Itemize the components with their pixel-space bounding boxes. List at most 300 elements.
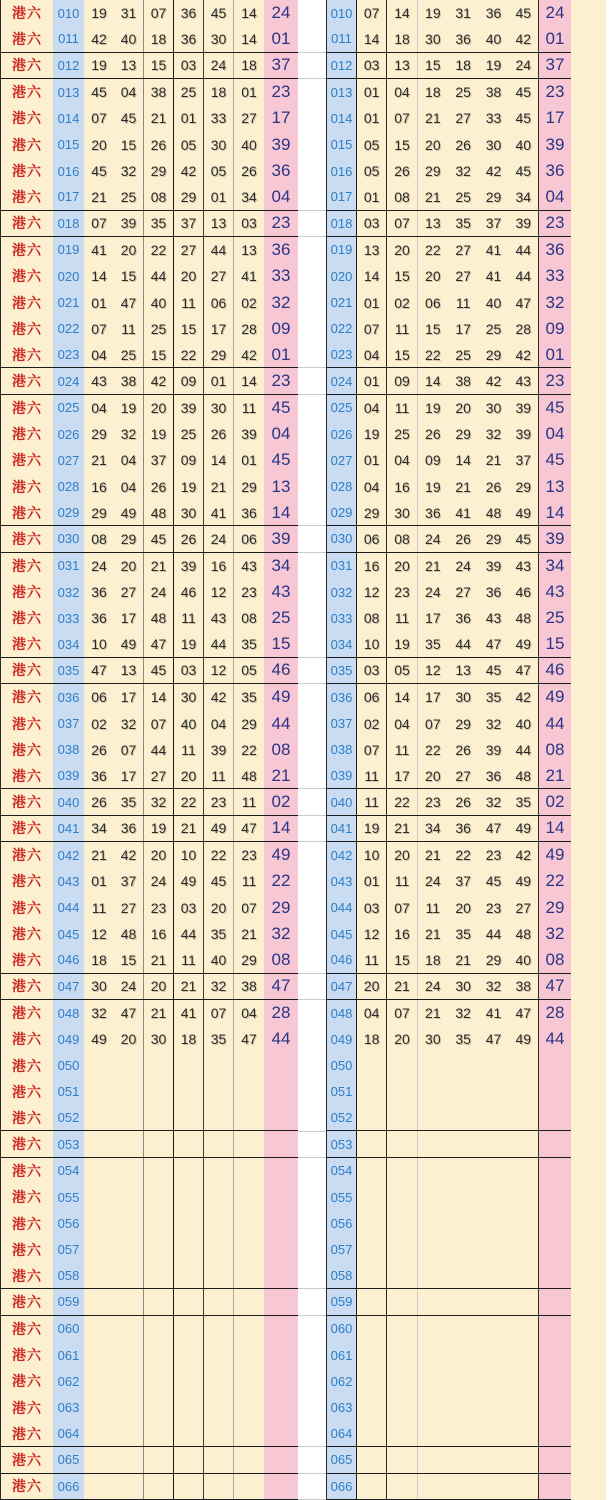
draw-row-053 bbox=[1, 1131, 298, 1157]
sorted-number: 11 bbox=[357, 947, 387, 972]
sorted-number: 05 bbox=[387, 658, 417, 683]
period-number: 046 bbox=[53, 947, 84, 972]
drawn-number bbox=[204, 1210, 234, 1236]
drawn-number: 34 bbox=[84, 816, 114, 841]
sorted-number: 06 bbox=[357, 684, 387, 710]
lottery-name-label: 港六 bbox=[1, 579, 53, 605]
sorted-number: 30 bbox=[478, 395, 508, 421]
draw-row-055 bbox=[1, 1184, 298, 1210]
drawn-number: 13 bbox=[234, 237, 264, 263]
drawn-number: 23 bbox=[234, 579, 264, 605]
sorted-number: 20 bbox=[387, 842, 417, 868]
lottery-name-label: 港六 bbox=[1, 1105, 53, 1130]
sorted-number bbox=[357, 1342, 387, 1368]
drawn-number bbox=[114, 1210, 144, 1236]
special-number: 49 bbox=[264, 684, 298, 710]
special-number bbox=[539, 1131, 571, 1156]
special-number: 04 bbox=[264, 421, 298, 447]
drawn-number: 21 bbox=[144, 947, 174, 972]
period-number: 042 bbox=[53, 842, 84, 868]
sorted-number: 11 bbox=[448, 289, 478, 315]
draw-row-039 bbox=[327, 763, 571, 789]
drawn-number bbox=[174, 1158, 204, 1184]
sorted-number: 18 bbox=[418, 947, 448, 972]
drawn-number bbox=[114, 1474, 144, 1499]
special-number bbox=[264, 1447, 298, 1472]
drawn-number bbox=[114, 1263, 144, 1288]
sorted-number bbox=[478, 1210, 508, 1236]
special-number: 39 bbox=[539, 526, 571, 551]
drawn-number: 42 bbox=[144, 368, 174, 393]
group-divider-line bbox=[297, 841, 326, 842]
drawn-number: 29 bbox=[144, 158, 174, 184]
draw-row-057 bbox=[327, 1237, 571, 1263]
drawn-number bbox=[144, 1105, 174, 1130]
special-number: 08 bbox=[539, 947, 571, 972]
sorted-number: 01 bbox=[357, 868, 387, 894]
draw-row-013 bbox=[327, 79, 571, 105]
special-number: 37 bbox=[264, 53, 298, 78]
sorted-number bbox=[387, 1289, 417, 1314]
period-number: 055 bbox=[327, 1184, 357, 1210]
sorted-number: 04 bbox=[357, 474, 387, 500]
special-number bbox=[539, 1474, 571, 1499]
special-number bbox=[264, 1184, 298, 1210]
sorted-number: 11 bbox=[357, 789, 387, 814]
drawn-number bbox=[144, 1421, 174, 1446]
sorted-number: 10 bbox=[357, 632, 387, 657]
lottery-name-label: 港六 bbox=[1, 763, 53, 788]
draw-row-056 bbox=[1, 1210, 298, 1236]
sorted-number: 21 bbox=[387, 974, 417, 999]
sorted-number: 17 bbox=[418, 605, 448, 631]
sorted-number: 01 bbox=[357, 368, 387, 393]
sorted-number bbox=[478, 1079, 508, 1105]
drawn-number bbox=[84, 1184, 114, 1210]
period-number: 056 bbox=[327, 1210, 357, 1236]
draw-row-025 bbox=[1, 395, 298, 421]
period-number: 060 bbox=[327, 1316, 357, 1342]
special-number bbox=[264, 1263, 298, 1288]
special-number: 02 bbox=[264, 789, 298, 814]
sorted-number bbox=[448, 1447, 478, 1472]
sorted-number: 39 bbox=[509, 421, 539, 447]
sorted-number: 49 bbox=[509, 632, 539, 657]
sorted-number bbox=[478, 1368, 508, 1394]
sorted-number: 13 bbox=[387, 53, 417, 78]
lottery-name-label: 港六 bbox=[1, 632, 53, 657]
sorted-number bbox=[509, 1342, 539, 1368]
sorted-number: 04 bbox=[387, 710, 417, 736]
lottery-name-label: 港六 bbox=[1, 658, 53, 683]
sorted-number: 34 bbox=[509, 184, 539, 209]
drawn-number bbox=[84, 1289, 114, 1314]
sorted-number bbox=[509, 1158, 539, 1184]
sorted-number: 20 bbox=[418, 263, 448, 289]
drawn-number: 25 bbox=[114, 184, 144, 209]
sorted-number: 42 bbox=[509, 842, 539, 868]
special-number: 34 bbox=[539, 553, 571, 579]
sorted-number: 04 bbox=[387, 447, 417, 473]
drawn-number: 02 bbox=[234, 289, 264, 315]
period-number: 031 bbox=[53, 553, 84, 579]
sorted-number: 29 bbox=[357, 500, 387, 525]
draw-row-016 bbox=[327, 158, 571, 184]
sorted-number: 39 bbox=[478, 553, 508, 579]
drawn-number bbox=[234, 1474, 264, 1499]
lottery-name-label: 港六 bbox=[1, 710, 53, 736]
drawn-number bbox=[174, 1079, 204, 1105]
drawn-number: 30 bbox=[144, 1026, 174, 1052]
draw-row-041 bbox=[1, 816, 298, 842]
lottery-name-label: 港六 bbox=[1, 1158, 53, 1184]
drawn-number bbox=[144, 1079, 174, 1105]
drawn-number: 21 bbox=[84, 842, 114, 868]
period-number: 031 bbox=[327, 553, 357, 579]
sorted-number bbox=[448, 1053, 478, 1079]
drawn-number: 06 bbox=[234, 526, 264, 551]
sorted-number bbox=[448, 1105, 478, 1130]
drawn-number: 15 bbox=[114, 947, 144, 972]
drawn-number: 32 bbox=[114, 710, 144, 736]
sorted-number bbox=[357, 1289, 387, 1314]
period-number: 059 bbox=[327, 1289, 357, 1314]
period-number: 053 bbox=[53, 1131, 84, 1156]
period-number: 065 bbox=[327, 1447, 357, 1472]
drawn-number: 15 bbox=[114, 263, 144, 289]
sorted-number: 13 bbox=[357, 237, 387, 263]
drawn-number bbox=[144, 1289, 174, 1314]
draw-row-056 bbox=[327, 1210, 571, 1236]
drawn-number: 29 bbox=[174, 184, 204, 209]
drawn-number: 30 bbox=[174, 500, 204, 525]
drawn-number: 11 bbox=[234, 868, 264, 894]
special-number: 45 bbox=[539, 395, 571, 421]
sorted-number bbox=[418, 1368, 448, 1394]
sorted-number bbox=[448, 1184, 478, 1210]
drawn-number: 22 bbox=[234, 737, 264, 763]
special-number: 14 bbox=[539, 500, 571, 525]
sorted-number: 20 bbox=[418, 132, 448, 158]
drawn-number: 13 bbox=[114, 658, 144, 683]
draw-row-046 bbox=[327, 947, 571, 973]
draw-row-048 bbox=[1, 1000, 298, 1026]
lottery-name-label: 港六 bbox=[1, 1210, 53, 1236]
special-number bbox=[264, 1158, 298, 1184]
lottery-name-label: 港六 bbox=[1, 395, 53, 421]
group-divider-line bbox=[297, 657, 326, 658]
drawn-number: 31 bbox=[114, 0, 144, 26]
special-number: 23 bbox=[264, 79, 298, 105]
sorted-number: 01 bbox=[357, 289, 387, 315]
drawn-number: 24 bbox=[84, 553, 114, 579]
sorted-number: 22 bbox=[448, 842, 478, 868]
drawn-number bbox=[234, 1447, 264, 1472]
special-number: 45 bbox=[539, 447, 571, 473]
drawn-number bbox=[204, 1263, 234, 1288]
sorted-number: 49 bbox=[509, 868, 539, 894]
draw-row-035 bbox=[1, 658, 298, 684]
sorted-number bbox=[478, 1447, 508, 1472]
period-number: 048 bbox=[53, 1000, 84, 1026]
sorted-number: 26 bbox=[448, 737, 478, 763]
drawn-number: 30 bbox=[204, 26, 234, 51]
drawn-number: 24 bbox=[144, 868, 174, 894]
drawn-number bbox=[144, 1368, 174, 1394]
period-number: 042 bbox=[327, 842, 357, 868]
period-number: 062 bbox=[53, 1368, 84, 1394]
sorted-number: 29 bbox=[448, 710, 478, 736]
lottery-name-label: 港六 bbox=[1, 1421, 53, 1446]
draw-row-047 bbox=[1, 974, 298, 1000]
sorted-number: 23 bbox=[478, 895, 508, 921]
sorted-number: 35 bbox=[478, 684, 508, 710]
drawn-number: 43 bbox=[84, 368, 114, 393]
sorted-number: 40 bbox=[478, 289, 508, 315]
drawn-number: 36 bbox=[234, 500, 264, 525]
sorted-number: 07 bbox=[387, 1000, 417, 1026]
draw-row-028 bbox=[327, 474, 571, 500]
sorted-number: 08 bbox=[387, 526, 417, 551]
drawn-number bbox=[144, 1474, 174, 1499]
sorted-number: 07 bbox=[387, 105, 417, 131]
drawn-number: 30 bbox=[174, 684, 204, 710]
special-number bbox=[539, 1158, 571, 1184]
sorted-number bbox=[387, 1421, 417, 1446]
special-number: 15 bbox=[539, 632, 571, 657]
period-number: 033 bbox=[53, 605, 84, 631]
sorted-number: 36 bbox=[478, 763, 508, 788]
drawn-number: 26 bbox=[144, 474, 174, 500]
sorted-number: 21 bbox=[418, 921, 448, 947]
draw-row-017 bbox=[327, 184, 571, 210]
sorted-number bbox=[357, 1158, 387, 1184]
drawn-number bbox=[234, 1131, 264, 1156]
drawn-number: 06 bbox=[204, 289, 234, 315]
sorted-number: 40 bbox=[478, 26, 508, 51]
sorted-number: 44 bbox=[509, 237, 539, 263]
special-number bbox=[539, 1079, 571, 1105]
period-number: 013 bbox=[327, 79, 357, 105]
drawn-number bbox=[114, 1289, 144, 1314]
draw-row-051 bbox=[1, 1079, 298, 1105]
special-number: 43 bbox=[264, 579, 298, 605]
special-number: 36 bbox=[539, 237, 571, 263]
drawn-number: 11 bbox=[234, 789, 264, 814]
special-number: 08 bbox=[264, 737, 298, 763]
drawn-number: 27 bbox=[114, 579, 144, 605]
special-number: 29 bbox=[264, 895, 298, 921]
period-number: 020 bbox=[53, 263, 84, 289]
group-divider-line bbox=[297, 236, 326, 237]
lottery-name-label: 港六 bbox=[1, 895, 53, 921]
period-number: 014 bbox=[53, 105, 84, 131]
drawn-number bbox=[234, 1289, 264, 1314]
draw-row-019 bbox=[327, 237, 571, 263]
sorted-number bbox=[357, 1131, 387, 1156]
lottery-name-label: 港六 bbox=[1, 1053, 53, 1079]
drawn-number bbox=[234, 1395, 264, 1421]
drawn-number: 20 bbox=[144, 842, 174, 868]
drawn-number: 29 bbox=[204, 342, 234, 367]
lottery-name-label: 港六 bbox=[1, 816, 53, 841]
lottery-name-label: 港六 bbox=[1, 184, 53, 209]
sorted-number: 36 bbox=[418, 500, 448, 525]
sorted-number bbox=[387, 1447, 417, 1472]
drawn-number bbox=[144, 1131, 174, 1156]
drawn-number bbox=[84, 1421, 114, 1446]
group-divider-line bbox=[297, 52, 326, 53]
group-divider-line bbox=[297, 1131, 326, 1132]
period-number: 055 bbox=[53, 1184, 84, 1210]
drawn-number: 03 bbox=[174, 53, 204, 78]
drawn-number: 24 bbox=[144, 579, 174, 605]
drawn-number: 38 bbox=[144, 79, 174, 105]
drawn-number: 39 bbox=[234, 421, 264, 447]
special-number bbox=[539, 1237, 571, 1263]
drawn-number: 19 bbox=[114, 395, 144, 421]
period-number: 054 bbox=[327, 1158, 357, 1184]
drawn-number: 41 bbox=[204, 500, 234, 525]
sorted-number: 06 bbox=[418, 289, 448, 315]
special-number bbox=[539, 1210, 571, 1236]
period-number: 032 bbox=[327, 579, 357, 605]
lottery-name-label: 港六 bbox=[1, 737, 53, 763]
drawn-number: 20 bbox=[84, 132, 114, 158]
sorted-number bbox=[478, 1131, 508, 1156]
drawn-number: 11 bbox=[174, 289, 204, 315]
draw-row-027 bbox=[1, 447, 298, 473]
sorted-number bbox=[448, 1079, 478, 1105]
drawn-number: 32 bbox=[144, 789, 174, 814]
draw-row-029 bbox=[1, 500, 298, 526]
drawn-number bbox=[114, 1158, 144, 1184]
sorted-number bbox=[509, 1105, 539, 1130]
sorted-number: 44 bbox=[448, 632, 478, 657]
draw-row-061 bbox=[1, 1342, 298, 1368]
drawn-number: 26 bbox=[144, 132, 174, 158]
sorted-number bbox=[478, 1421, 508, 1446]
drawn-number: 07 bbox=[84, 105, 114, 131]
drawn-number bbox=[174, 1447, 204, 1472]
sorted-number bbox=[387, 1474, 417, 1499]
sorted-number: 22 bbox=[418, 342, 448, 367]
drawn-number: 19 bbox=[174, 474, 204, 500]
sorted-number: 36 bbox=[448, 605, 478, 631]
lottery-name-label: 港六 bbox=[1, 1237, 53, 1263]
sorted-number bbox=[448, 1210, 478, 1236]
special-number: 49 bbox=[264, 842, 298, 868]
drawn-number bbox=[84, 1474, 114, 1499]
draw-row-030 bbox=[327, 526, 571, 552]
sorted-number bbox=[478, 1053, 508, 1079]
sorted-number bbox=[509, 1079, 539, 1105]
drawn-number: 24 bbox=[204, 526, 234, 551]
draw-row-032 bbox=[1, 579, 298, 605]
special-number: 01 bbox=[264, 26, 298, 51]
sorted-number: 26 bbox=[448, 789, 478, 814]
sorted-number bbox=[418, 1289, 448, 1314]
drawn-number: 11 bbox=[174, 737, 204, 763]
special-number: 04 bbox=[539, 421, 571, 447]
drawn-number bbox=[174, 1316, 204, 1342]
special-number: 47 bbox=[264, 974, 298, 999]
drawn-number: 07 bbox=[204, 1000, 234, 1026]
sorted-number bbox=[448, 1158, 478, 1184]
drawn-number: 01 bbox=[234, 447, 264, 473]
period-number: 058 bbox=[53, 1263, 84, 1288]
drawn-number bbox=[204, 1447, 234, 1472]
draw-row-027 bbox=[327, 447, 571, 473]
sorted-number: 11 bbox=[387, 737, 417, 763]
special-number: 32 bbox=[264, 921, 298, 947]
drawn-number: 09 bbox=[174, 447, 204, 473]
drawn-number bbox=[114, 1342, 144, 1368]
drawn-number: 48 bbox=[144, 605, 174, 631]
drawn-number: 48 bbox=[144, 500, 174, 525]
drawn-number: 16 bbox=[144, 921, 174, 947]
special-number bbox=[539, 1105, 571, 1130]
special-number bbox=[539, 1342, 571, 1368]
drawn-number: 30 bbox=[204, 395, 234, 421]
sorted-number bbox=[509, 1316, 539, 1342]
lottery-name-label: 港六 bbox=[1, 289, 53, 315]
sorted-number: 01 bbox=[357, 447, 387, 473]
period-number: 022 bbox=[327, 316, 357, 342]
drawn-number: 26 bbox=[84, 737, 114, 763]
period-number: 061 bbox=[53, 1342, 84, 1368]
special-number: 24 bbox=[264, 0, 298, 26]
sorted-number: 31 bbox=[448, 0, 478, 26]
sorted-number: 35 bbox=[448, 211, 478, 236]
drawn-number: 47 bbox=[114, 1000, 144, 1026]
drawn-number bbox=[114, 1368, 144, 1394]
drawn-number: 47 bbox=[234, 816, 264, 841]
drawn-number: 18 bbox=[144, 26, 174, 51]
sorted-number bbox=[387, 1237, 417, 1263]
draw-row-061 bbox=[327, 1342, 571, 1368]
draw-row-064 bbox=[1, 1421, 298, 1447]
draw-row-054 bbox=[1, 1158, 298, 1184]
drawn-number: 29 bbox=[114, 526, 144, 551]
drawn-number: 11 bbox=[114, 316, 144, 342]
sorted-number: 40 bbox=[509, 132, 539, 158]
sorted-number: 35 bbox=[418, 632, 448, 657]
sorted-number: 13 bbox=[448, 658, 478, 683]
sorted-number: 47 bbox=[509, 1000, 539, 1026]
special-number: 23 bbox=[539, 79, 571, 105]
drawn-number: 46 bbox=[174, 579, 204, 605]
drawn-number bbox=[84, 1210, 114, 1236]
period-number: 052 bbox=[53, 1105, 84, 1130]
draw-row-026 bbox=[327, 421, 571, 447]
drawn-number: 15 bbox=[174, 316, 204, 342]
drawn-number: 32 bbox=[114, 158, 144, 184]
special-number: 44 bbox=[264, 710, 298, 736]
special-number bbox=[539, 1368, 571, 1394]
draw-row-059 bbox=[1, 1289, 298, 1315]
draw-row-012 bbox=[327, 53, 571, 79]
draw-row-025 bbox=[327, 395, 571, 421]
special-number: 23 bbox=[264, 368, 298, 393]
sorted-number bbox=[448, 1368, 478, 1394]
period-number: 061 bbox=[327, 1342, 357, 1368]
sorted-number bbox=[509, 1395, 539, 1421]
drawn-number: 23 bbox=[204, 789, 234, 814]
drawn-number: 20 bbox=[114, 237, 144, 263]
period-number: 065 bbox=[53, 1447, 84, 1472]
period-number: 016 bbox=[53, 158, 84, 184]
